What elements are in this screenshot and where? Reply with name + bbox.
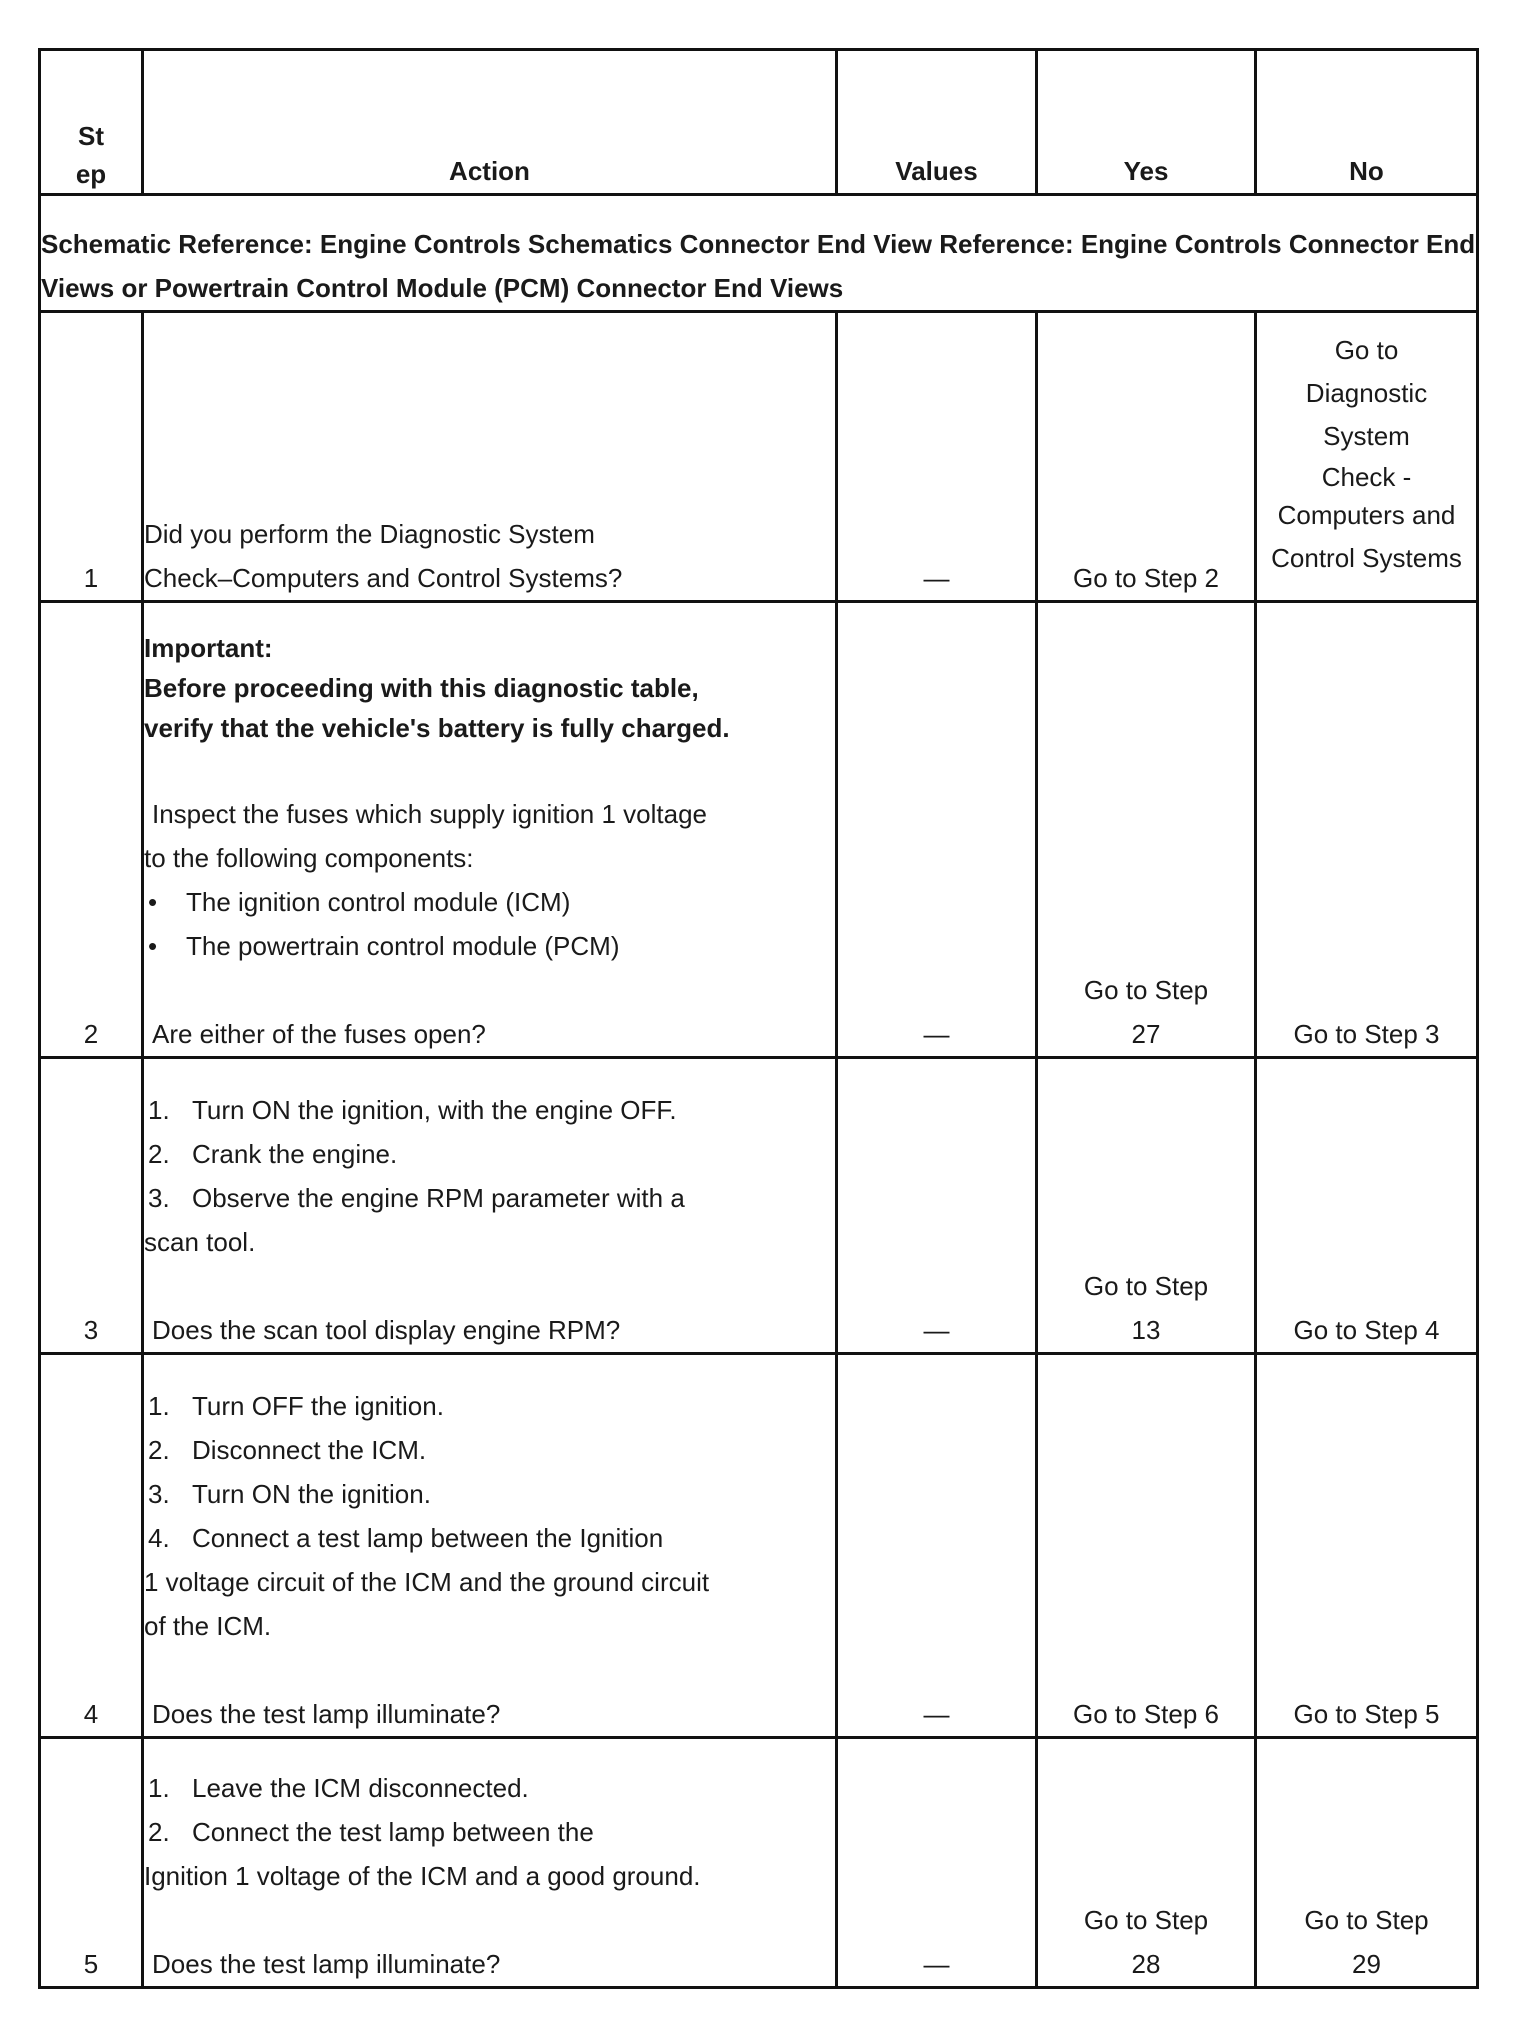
step-question: Does the scan tool display engine RPM? <box>152 1315 621 1345</box>
step-values: — <box>837 1058 1037 1354</box>
step-action: Important: Before proceeding with this diagnostic table, verify that the vehicle's battery is fully charged. Inspect the fuses which supply ignition 1 voltage to the following components: • The ignition control module (ICM) • The powertrain control module (PCM) Are either of the fuses open? <box>143 602 837 1058</box>
step-no: Go to Step 4 <box>1256 1058 1478 1354</box>
step-number: 1 <box>40 312 143 602</box>
header-step: St ep <box>40 50 143 195</box>
header-yes: Yes <box>1037 50 1256 195</box>
list-item: 1. Turn ON the ignition, with the engine OFF. <box>148 1095 677 1125</box>
step-question: Does the test lamp illuminate? <box>152 1949 501 1979</box>
step-no: Go to Step 3 <box>1256 602 1478 1058</box>
list-item: 1. Leave the ICM disconnected. <box>148 1773 529 1803</box>
list-item: 2. Crank the engine. <box>148 1139 398 1169</box>
step-yes: Go to Step 6 <box>1037 1354 1256 1738</box>
list-item: 4. Connect a test lamp between the Ignition <box>148 1523 664 1553</box>
schematic-reference-row <box>40 195 1478 312</box>
step-values: — <box>837 1354 1037 1738</box>
list-item: 2. Disconnect the ICM. <box>148 1435 427 1465</box>
step-number: 5 <box>40 1738 143 1988</box>
step-no: Go to Diagnostic System Check - Computers and Control Systems <box>1256 312 1478 602</box>
step-yes: Go to Step 28 <box>1037 1738 1256 1988</box>
step-question: Are either of the fuses open? <box>152 1019 486 1049</box>
list-item: 3. Observe the engine RPM parameter with a <box>148 1183 685 1213</box>
table-row <box>40 1058 1478 1354</box>
schematic-reference: Schematic Reference: Engine Controls Schematics Connector End View Reference: Engine Controls Connector End Views or Powertrain Control Module (PCM) Connector End Views <box>40 195 1478 312</box>
diagnostic-table <box>38 48 1479 1989</box>
header-no: No <box>1256 50 1478 195</box>
step-yes: Go to Step 13 <box>1037 1058 1256 1354</box>
step-values: — <box>837 602 1037 1058</box>
header-values: Values <box>837 50 1037 195</box>
list-item: 2. Connect the test lamp between the <box>148 1817 594 1847</box>
table-row <box>40 1354 1478 1738</box>
step-values: — <box>837 1738 1037 1988</box>
list-item: • The ignition control module (ICM) <box>148 887 571 917</box>
step-number: 4 <box>40 1354 143 1738</box>
list-item: • The powertrain control module (PCM) <box>148 931 620 961</box>
step-values: — <box>837 312 1037 602</box>
step-no: Go to Step 5 <box>1256 1354 1478 1738</box>
step-action: Did you perform the Diagnostic System Check–Computers and Control Systems? <box>143 312 837 602</box>
list-item: 3. Turn ON the ignition. <box>148 1479 431 1509</box>
step-action: 1. Turn OFF the ignition. 2. Disconnect the ICM. 3. Turn ON the ignition. 4. Connect a test lamp between the Ignition 1 voltage circuit of the ICM and the ground circuit of the ICM. Does the test lamp illuminate? <box>143 1354 837 1738</box>
step-number: 2 <box>40 602 143 1058</box>
important-label: Important: <box>144 633 273 663</box>
table-row <box>40 602 1478 1058</box>
step-no: Go to Step 29 <box>1256 1738 1478 1988</box>
step-yes: Go to Step 27 <box>1037 602 1256 1058</box>
table-row <box>40 312 1478 602</box>
table-row <box>40 1738 1478 1988</box>
step-yes: Go to Step 2 <box>1037 312 1256 602</box>
step-number: 3 <box>40 1058 143 1354</box>
list-item: 1. Turn OFF the ignition. <box>148 1391 444 1421</box>
step-action: 1. Turn ON the ignition, with the engine OFF. 2. Crank the engine. 3. Observe the engine RPM parameter with a scan tool. Does the scan tool display engine RPM? <box>143 1058 837 1354</box>
table-header-row <box>40 50 1478 195</box>
step-question: Does the test lamp illuminate? <box>152 1699 501 1729</box>
header-action: Action <box>143 50 837 195</box>
step-action: 1. Leave the ICM disconnected. 2. Connect the test lamp between the Ignition 1 voltage of the ICM and a good ground. Does the test lamp illuminate? <box>143 1738 837 1988</box>
